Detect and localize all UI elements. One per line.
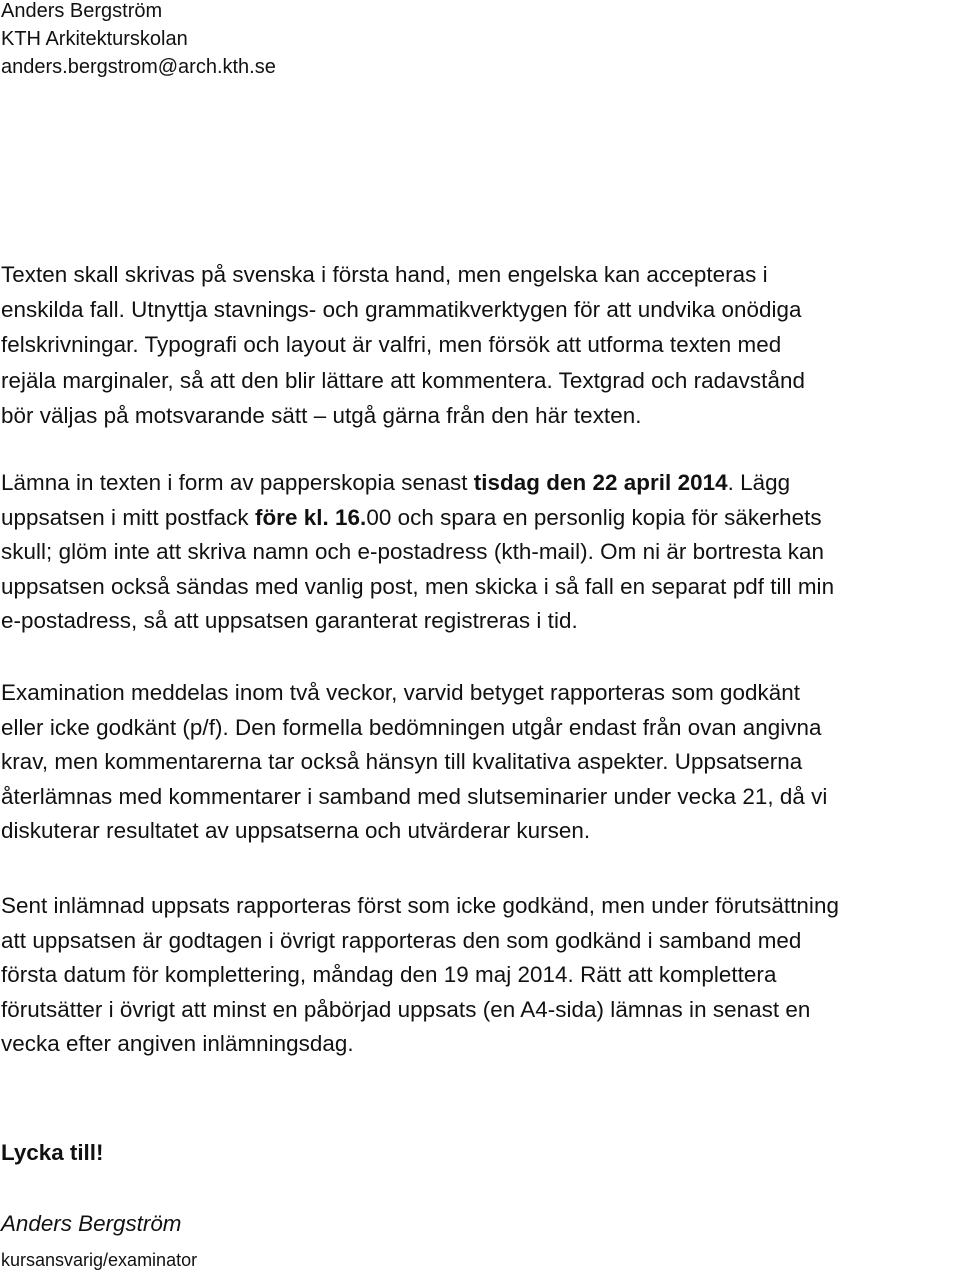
text-run: diskuterar resultatet av uppsatserna och utvärderar kursen. (1, 818, 591, 844)
sender-header (1, 0, 276, 81)
text-line (1, 292, 959, 327)
text-run: rejäla marginaler, så att den blir lättare att kommentera. Textgrad och radavstånd (1, 367, 805, 393)
text-run: att uppsatsen är godtagen i övrigt rapporteras den som godkänd i samband med (1, 927, 802, 953)
text-line (1, 1027, 959, 1062)
text-line (1, 745, 959, 780)
text-run: krav, men kommentarerna tar också hänsyn till kvalitativa aspekter. Uppsatserna (1, 749, 803, 775)
text-run: uppsatsen i mitt postfack (1, 504, 255, 530)
paragraph-language-instructions (1, 257, 959, 433)
text-line (1, 257, 959, 292)
sender-organization: KTH Arkitekturskolan (1, 28, 188, 50)
text-line (1, 814, 959, 849)
text-run: Examination meddelas inom två veckor, varvid betyget rapporteras som godkänt (1, 680, 801, 705)
paragraph-late-submission (1, 889, 959, 1062)
text-run: 00 och spara en personlig kopia för säkerhets (366, 504, 822, 530)
text-run: Lämna in texten i form av papperskopia senast (1, 470, 474, 495)
closing-greeting: Lycka till! (1, 1140, 104, 1165)
text-run: Sent inlämnad uppsats rapporteras först som icke godkänd, men under förutsättning (1, 893, 839, 918)
text-line (1, 327, 959, 362)
paragraph-examination (1, 676, 959, 849)
text-line (1, 604, 959, 639)
sender-email: anders.bergstrom@arch.kth.se (1, 56, 276, 78)
text-run: förutsätter i övrigt att minst en påbörjad uppsats (en A4-sida) lämnas in senast en (1, 996, 811, 1022)
text-run: vecka efter angiven inlämningsdag. (1, 1031, 354, 1057)
text-run: återlämnas med kommentarer i samband med slutseminarier under vecka 21, då vi (1, 783, 828, 809)
emphasized-text: före kl. 16. (254, 504, 367, 530)
text-run: eller icke godkänt (p/f). Den formella bedömningen utgår endast från ovan angivna (1, 714, 822, 740)
text-line (1, 363, 959, 398)
emphasized-text: tisdag den 22 april 2014 (473, 470, 728, 495)
text-run: Texten skall skrivas på svenska i första hand, men engelska kan accepteras i (1, 262, 768, 287)
text-line (1, 958, 959, 993)
signature-role: kursansvarig/examinator (1, 1250, 198, 1270)
text-line (1, 711, 959, 746)
text-line (1, 993, 959, 1028)
text-line (1, 570, 959, 605)
text-run: uppsatsen också sändas med vanlig post, men skicka i så fall en separat pdf till min (1, 573, 835, 599)
text-run: felskrivningar. Typografi och layout är valfri, men försök att utforma texten med (1, 332, 782, 358)
text-run: skull; glöm inte att skriva namn och e-postadress (kth-mail). Om ni är bortresta kan (1, 539, 824, 565)
text-run: . Lägg (727, 470, 791, 495)
text-run: enskilda fall. Utnyttja stavnings- och grammatikverktygen för att undvika onödiga (1, 297, 802, 323)
text-run: e-postadress, så att uppsatsen garanterat registreras i tid. (1, 608, 578, 634)
text-run: bör väljas på motsvarande sätt – utgå gärna från den här texten. (1, 402, 642, 428)
text-line (1, 466, 959, 501)
text-line (1, 780, 959, 815)
text-line (1, 924, 959, 959)
signature-name: Anders Bergström (1, 1211, 182, 1236)
text-line (1, 535, 959, 570)
paragraph-submission-instructions (1, 466, 959, 639)
text-run: första datum för komplettering, måndag den 19 maj 2014. Rätt att komplettera (1, 962, 777, 988)
text-line (1, 676, 959, 711)
text-line (1, 501, 959, 536)
sender-name: Anders Bergström (1, 0, 163, 22)
text-line (1, 398, 959, 433)
text-line (1, 889, 959, 924)
